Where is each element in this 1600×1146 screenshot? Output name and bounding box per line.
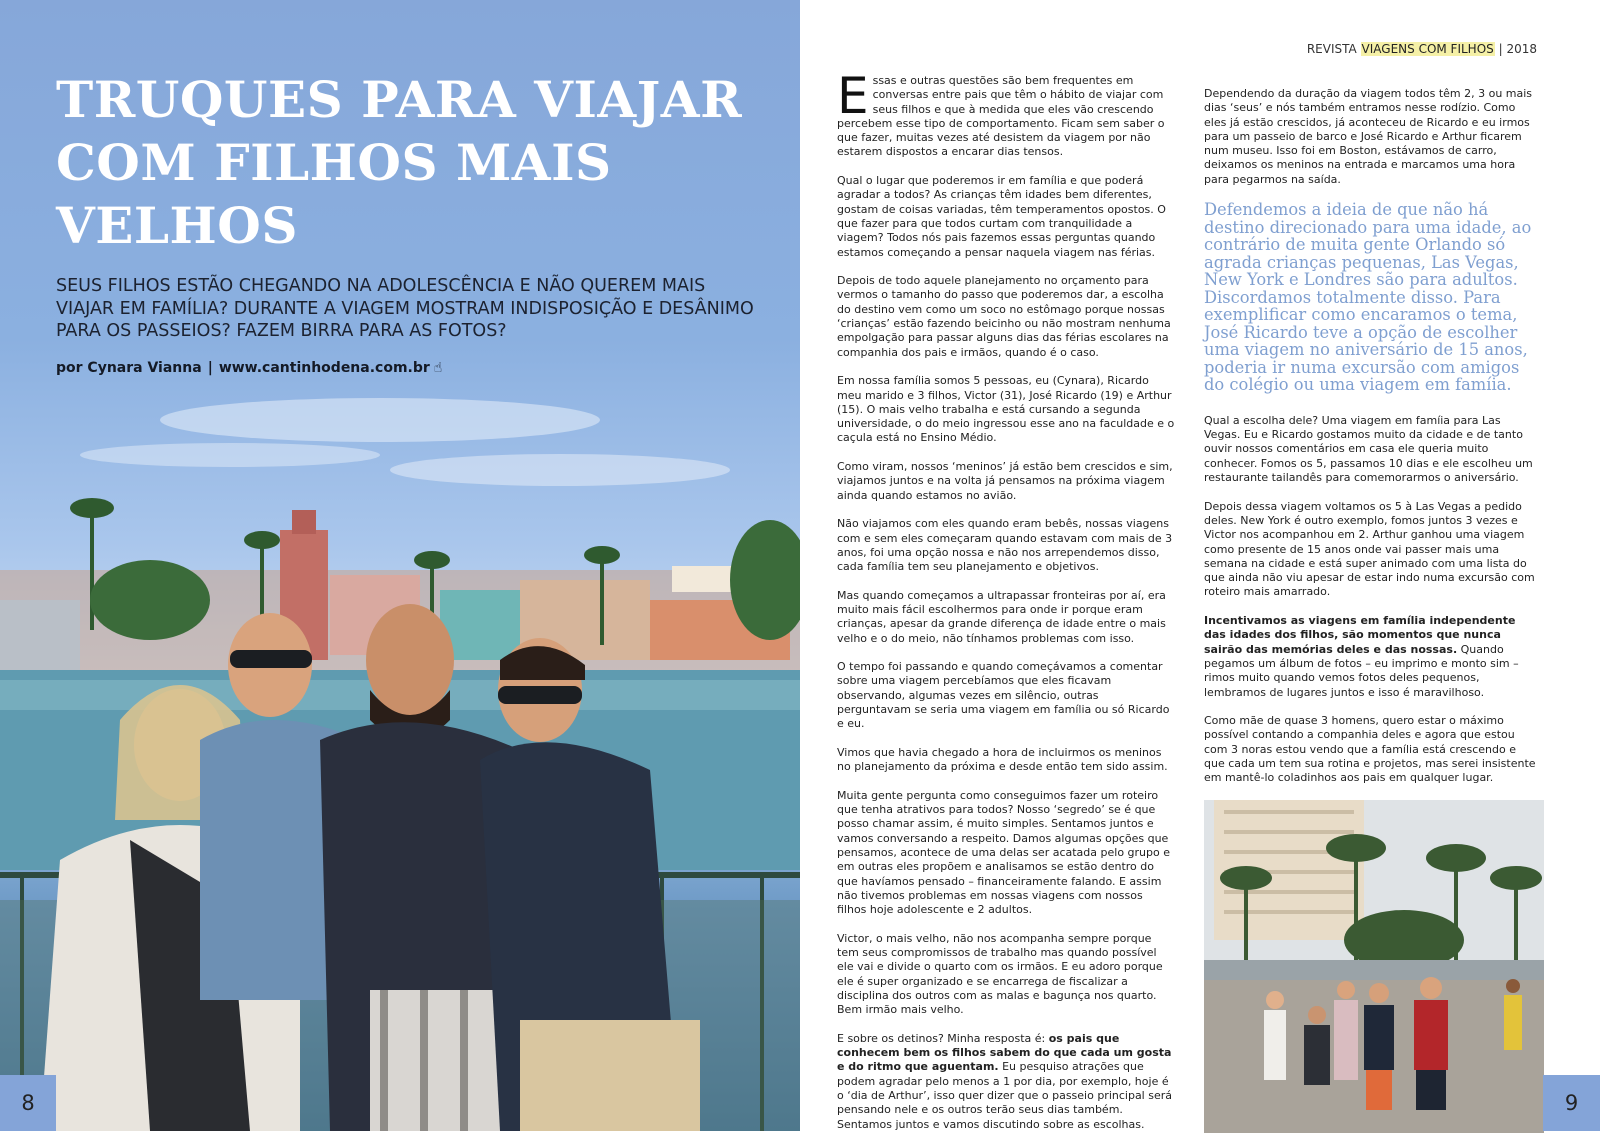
paragraph: Qual o lugar que poderemos ir em família e que poderá agradar a todos? As crianças têm idades bem diferentes, gostam de coisas variadas, têm temperamentos opostos. O que fazer para que todos curtam com tranquilidade a viagem? Todos nós pais fazemos essas perguntas quando estamos começando a pensar naquela viagem nas férias. (837, 174, 1166, 259)
paragraph: Mas quando começamos a ultrapassar fronteiras por aí, era muito mais fácil escolhermos para onde ir porque eram crianças, apesar da grande diferença de idade entre o mais velho e o do meio, não tínhamos problemas com isso. (837, 588, 1166, 645)
paragraph: Qual a escolha dele? Uma viagem em famíia para Las Vegas. Eu e Ricardo gostamos muito da cidade e de tanto ouvir nossos comentários em casa ele queria muito conhecer. Fomos os 5, passamos 10 dias e ele escolheu um restaurante tailandês para comemorarmos o aniversário. (1204, 413, 1533, 485)
paragraph-text: E sobre os detinos? Minha resposta é: (837, 1031, 1049, 1045)
headline-line-2: COM FILHOS MAIS (56, 133, 612, 192)
headline-line-1: TRUQUES PARA VIAJAR (56, 70, 743, 129)
left-page (0, 0, 800, 1131)
pointing-hand-icon: ☝ (433, 360, 443, 376)
article-standfirst: SEUS FILHOS ESTÃO CHEGANDO NA ADOLESCÊNCIA E NÃO QUEREM MAIS VIAJAR EM FAMÍLIA? DURANTE A VIAGEM MOSTRAM INDISPOSIÇÃO E DESÂNIMO PARA OS PASSEIOS? FAZEM BIRRA PARA AS FOTOS? (56, 276, 754, 341)
paragraph (837, 1032, 1175, 1132)
byline-separator: | (207, 360, 213, 376)
text-column-1 (837, 67, 1175, 1146)
paragraph: O tempo foi passando e quando começávamos a comentar sobre uma viagem percebíamos que eles ficavam observando, algumas vezes em silêncio, outras perguntavam se seria uma viagem em família ou só Ricardo e eu. (837, 660, 1170, 731)
page-number-right: 9 (1543, 1075, 1600, 1131)
bold-emphasis: Incentivamos as viagens em família independente das idades dos filhos, são momentos que nunca sairão das memórias deles e das nossas. (1204, 614, 1516, 656)
paragraph: Em nossa família somos 5 pessoas, eu (Cynara), Ricardo meu marido e 3 filhos, Victor (31), José Ricardo (19) e Arthur (15). O mais velho trabalha e está cursando a segunda universidade, o do meio ingressou esse ano na faculdade e o caçula está no Ensino Médio. (837, 374, 1175, 445)
bold-emphasis: os pais que conhecem bem os filhos sabem do que cada um gosta e do ritmo que aguentam. (837, 1031, 1172, 1074)
paragraph: Não viajamos com eles quando eram bebês, nossas viagens com e sem eles começaram quando estavam com mais de 3 anos, foi uma opção nossa e não nos arrependemos disso, cada família tem seu planejamento e objetivos. (837, 517, 1173, 574)
paragraph: Dependendo da duração da viagem todos têm 2, 3 ou mais dias ‘seus’ e nós também entramos nesse rodízio. Como eles já estão crescidos, já aconteceu de Ricardo e eu irmos para um passeio de barco e José Ricardo e Arthur ficarem num museu. Isso foi em Boston, estávamos de carro, deixamos os meninos na entrada e marcamos uma hora para pegarmos na saída. (1204, 87, 1533, 186)
paragraph-text: Eu pesquiso atrações que podem agradar pelo menos a 1 por dia, por exemplo, hoje é o ‘dia de Arthur’, isso quer dizer que o passeio principal será pensando nele e os outros terão seus dias também. Sentamos juntos e vamos discutindo sobre as escolhas. (837, 1060, 1173, 1131)
right-page (800, 0, 1600, 1131)
paragraph: Como viram, nossos ‘meninos’ já estão bem crescidos e sim, viajamos juntos e na volta já pensamos na próxima viagem ainda quando estamos no avião. (837, 460, 1173, 502)
byline-author: por Cynara Vianna (56, 360, 202, 376)
running-head-highlight: VIAGENS COM FILHOS (1361, 42, 1494, 56)
page-number-left: 8 (0, 1075, 56, 1131)
article-headline (56, 68, 776, 257)
paragraph: Depois dessa viagem voltamos os 5 à Las Vegas a pedido deles. New York é outro exemplo, fomos juntos 3 vezes e Victor nos acompanhou em 2. Arthur ganhou uma viagem como presente de 15 anos onde vai passer mais uma semana na cidade e está super animado com uma lista do que ainda não viu apesar de estar indo numa excursão com roteiro mais amarrado. (1204, 499, 1535, 599)
pull-quote: Defendemos a ideia de que não há destino direcionado para uma idade, ao contrário de muita gente Orlando só agrada crianças pequenas, Las Vegas, New York e Londres são para adultos. Discordamos totalmente disso. Para exemplificar como encaramos o tema, José Ricardo teve a opção de escolher uma viagem no aniversário de 15 anos, poderia ir numa excursão com amigos do colégio ou uma viagem em famíia. (1204, 200, 1532, 395)
family-photo-las-vegas (1204, 800, 1544, 1133)
text-column-2 (1204, 87, 1539, 1133)
paragraph-text: ssas e outras questões são bem frequentes em conversas entre pais que têm o hábito de viajar com seus filhos e que à medida que eles vão crescendo percebem esse tipo de comportamento. Ficam sem saber o que fazer, muitas vezes até desistem da viagem por não estarem dispostos a encarar dias tensos. (837, 74, 1165, 159)
paragraph: Muita gente pergunta como conseguimos fazer um roteiro que tenha atrativos para todos? Nosso ‘segredo’ se é que posso chamar assim, é muito simples. Sentamos juntos e vamos conversando a respeito. Damos algumas opções que pensamos, acontece de uma delas ser acatada pelo grupo e em outras eles propõem e analisamos se estão dentro do que havíamos pensado – financeiramente falando. E assim não tivemos problemas em nossas viagens com nossos filhos hoje adolescente e 2 adultos. (837, 788, 1170, 917)
byline (56, 360, 442, 376)
paragraph: Victor, o mais velho, não nos acompanha sempre porque tem seus compromissos de trabalho mas quando possível ele vai e divide o quarto com os irmãos. E eu adoro porque ele é super organizado e se encarrega de fiscalizar a disciplina dos outros com as malas e bagunça nos quarto. Bem irmão mais velho. (837, 931, 1163, 1017)
running-head-year: | 2018 (1494, 42, 1537, 56)
running-head-prefix: REVISTA (1306, 42, 1361, 56)
paragraph: Vimos que havia chegado a hora de incluirmos os meninos no planejamento da próxima e desde então tem sido assim. (837, 745, 1168, 774)
paragraph (837, 67, 1175, 160)
paragraph (1204, 614, 1539, 700)
running-head (1307, 42, 1537, 56)
byline-website-link[interactable]: www.cantinhodena.com.br (218, 360, 430, 376)
drop-cap: E (837, 67, 869, 125)
paragraph: Depois de todo aquele planejamento no orçamento para vermos o tamanho do passo que poderemos dar, a escolha do destino vem como um soco no estômago porque nossas ‘crianças’ estão fazendo beicinho ou não mostram nenhuma empolgação para passar alguns dias das férias escolares na companhia dos pais e irmãos, quando é o caso. (837, 274, 1171, 359)
paragraph: Como mãe de quase 3 homens, quero estar o máximo possível contando a companhia deles e agora que estou com 3 noras estou vendo que a família está crescendo e que cada um tem sua rotina e projetos, mas serei insistente em mantê-lo coladinhos aos pais em qualquer lugar. (1204, 714, 1536, 785)
headline-line-3: VELHOS (56, 196, 298, 255)
paragraph-text: Quando pegamos um álbum de fotos – eu imprimo e monto sim – rimos muito quando vemos fotos deles pequenos, lembramos de lugares juntos e isso é maravilhoso. (1204, 642, 1519, 699)
